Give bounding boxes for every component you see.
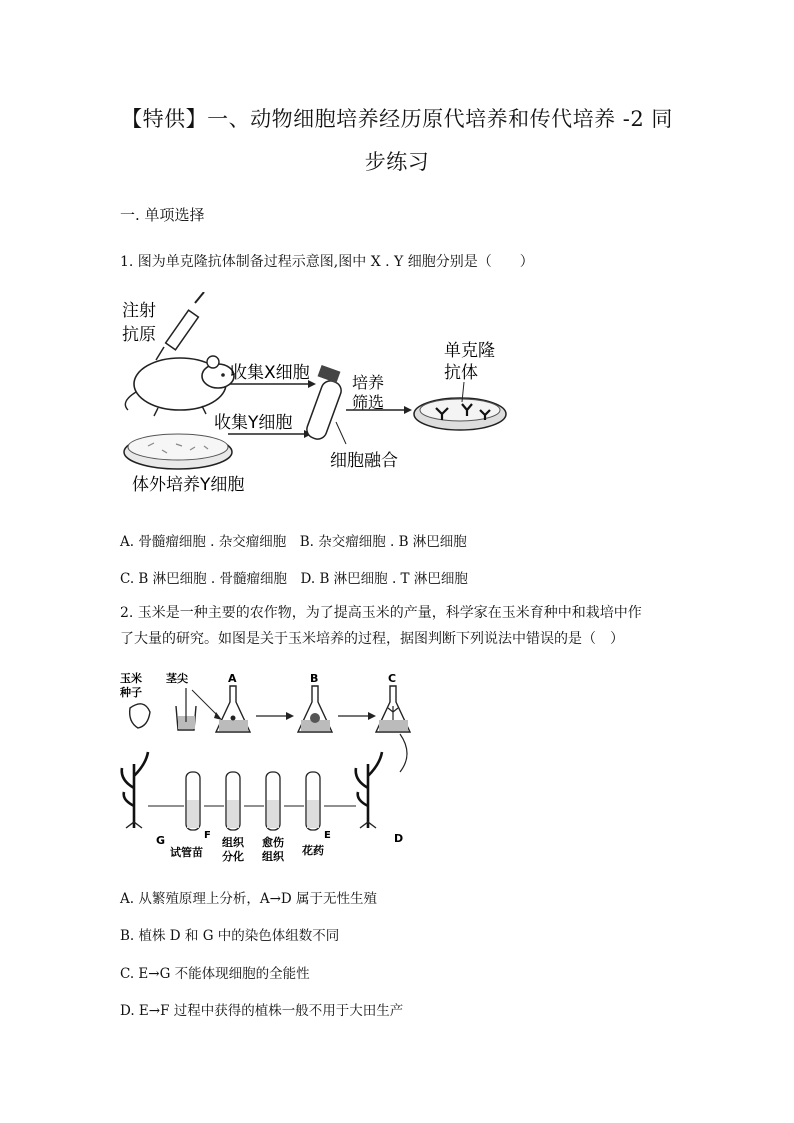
figure-label-inject-1: 注射 [122, 301, 156, 321]
beaker-icon [176, 688, 196, 730]
q2-option-d: D. E→F 过程中获得的植株一般不用于大田生产 [120, 1003, 404, 1019]
figure-label-in-vitro: 体外培养Y细胞 [132, 475, 245, 495]
page-title-line2: 步练习 [364, 150, 430, 174]
test-tube-icon [304, 365, 343, 442]
q1-option-cd: C. B 淋巴细胞 . 骨髓瘤细胞 D. B 淋巴细胞 . T 淋巴细胞 [120, 571, 468, 587]
figure-label-culture: 培养 [352, 373, 385, 392]
q2-option-b: B. 植株 D 和 G 中的染色体组数不同 [120, 928, 340, 944]
figure-label-diff-2: 分化 [222, 850, 244, 863]
flask-a-icon [216, 686, 250, 732]
figure-label-c: C [388, 672, 397, 685]
figure-label-seedling: 试管苗 [170, 846, 203, 859]
figure-label-e: E [324, 830, 331, 841]
mouse-icon [125, 356, 234, 416]
figure-label-screen: 筛选 [352, 393, 385, 412]
plant-g-icon [122, 752, 148, 828]
question-2-stem-line2: 了大量的研究。如图是关于玉米培养的过程，据图判断下列说法中错误的是（ ） [120, 631, 624, 647]
seed-icon [130, 704, 150, 728]
syringe-icon [156, 292, 204, 360]
antibody-dish-icon [414, 398, 506, 430]
figure-label-f: F [204, 830, 211, 841]
q1-option-ab: A. 骨髓瘤细胞 . 杂交瘤细胞 B. 杂交瘤细胞 . B 淋巴细胞 [120, 534, 467, 550]
figure-label-g: G [156, 834, 166, 847]
figure-label-callus-1: 愈伤 [262, 836, 284, 849]
monoclonal-antibody-figure [118, 292, 528, 502]
corn-culture-figure [118, 668, 418, 863]
figure-label-callus-2: 组织 [262, 850, 284, 863]
question-2-stem-line1: 2. 玉米是一种主要的农作物，为了提高玉米的产量，科学家在玉米育种中和栽培中作 [120, 605, 642, 621]
tube-callus-icon [266, 772, 280, 830]
plant-d-icon [356, 752, 382, 828]
figure-label-fusion: 细胞融合 [330, 451, 398, 471]
q2-option-a: A. 从繁殖原理上分析，A→D 属于无性生殖 [120, 891, 378, 907]
tube-f-icon [186, 772, 200, 830]
figure-label-d: D [394, 832, 404, 845]
figure-label-mono-1: 单克隆 [444, 341, 495, 361]
page-title: 【特供】一、动物细胞培养经历原代培养和传代培养 -2 同 [121, 107, 673, 131]
figure-label-b: B [310, 672, 319, 685]
figure-label-a: A [228, 672, 237, 685]
flask-c-icon [376, 686, 410, 732]
section-heading: 一. 单项选择 [120, 206, 205, 224]
figure-label-tip: 茎尖 [166, 672, 188, 685]
figure-label-collect-y: 收集Y细胞 [214, 413, 293, 433]
figure-label-seed-1: 玉米 [120, 672, 142, 685]
figure-label-inject-2: 抗原 [122, 325, 156, 345]
figure-label-mono-2: 抗体 [444, 363, 478, 383]
figure-label-seed-2: 种子 [120, 686, 142, 699]
figure-label-collect-x: 收集X细胞 [230, 363, 310, 383]
figure-label-diff-1: 组织 [222, 836, 244, 849]
question-1-stem: 1. 图为单克隆抗体制备过程示意图,图中 X . Y 细胞分别是（ ） [120, 254, 534, 270]
tube-tissue-icon [226, 772, 240, 830]
petri-dish-icon [124, 434, 232, 469]
flask-b-icon [298, 686, 332, 732]
tube-e-icon [306, 772, 320, 830]
q2-option-c: C. E→G 不能体现细胞的全能性 [120, 966, 310, 982]
figure-label-anther: 花药 [302, 844, 324, 857]
